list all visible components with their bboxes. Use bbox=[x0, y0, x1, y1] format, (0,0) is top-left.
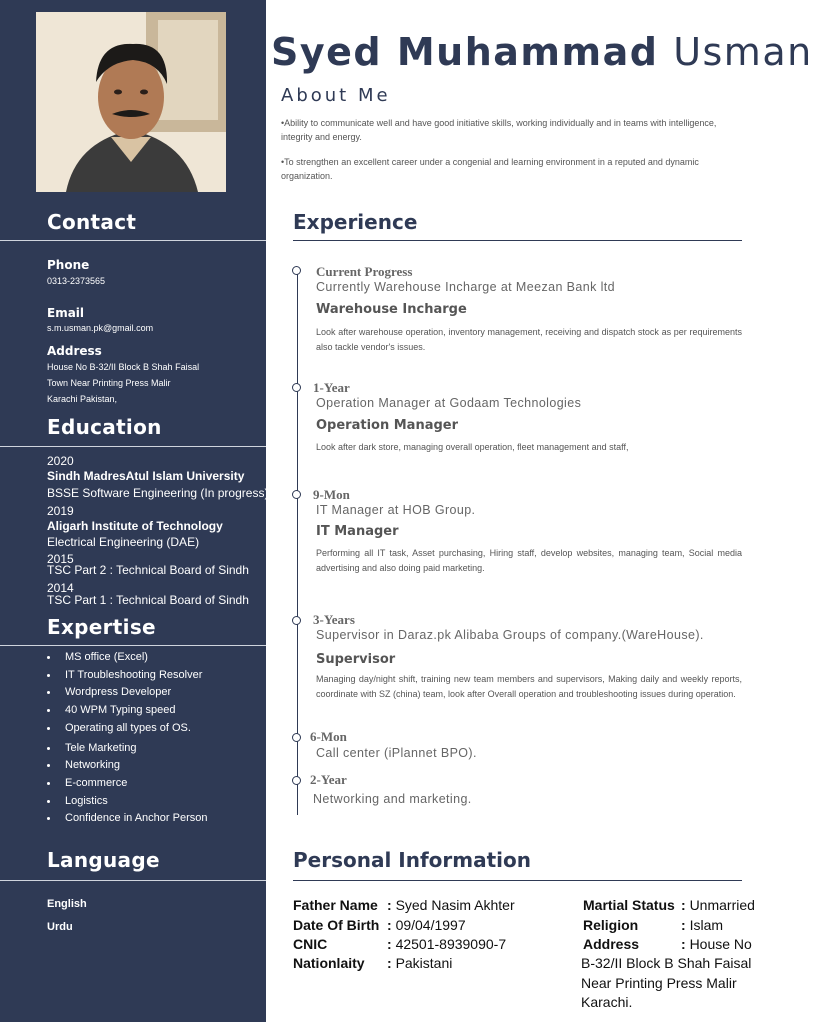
edu-year: 2019 bbox=[47, 504, 74, 518]
list-item: Wordpress Developer bbox=[47, 684, 207, 702]
sidebar bbox=[0, 0, 269, 1022]
list-item: MS office (Excel) bbox=[47, 649, 207, 667]
list-item: Confidence in Anchor Person bbox=[47, 810, 207, 828]
edu-school: Aligarh Institute of Technology bbox=[47, 519, 223, 533]
experience-heading: Experience bbox=[293, 210, 418, 234]
list-item: Operating all types of OS. bbox=[47, 720, 207, 738]
about-paragraph: •To strengthen an excellent career under a congenial and learning environment in a reputed and dynamic organization. bbox=[281, 157, 699, 181]
expertise-divider bbox=[0, 645, 266, 646]
about-heading: About Me bbox=[281, 85, 391, 106]
timeline-dot bbox=[292, 383, 301, 392]
experience-description: Look after warehouse operation, inventory management, receiving and dispatch stock as per requirements also tackle vendor's issues. bbox=[316, 327, 742, 352]
experience-title: Warehouse Incharge bbox=[316, 302, 467, 317]
cnic-row: CNIC : 42501-8939090-7 bbox=[293, 936, 507, 952]
timeline-dot bbox=[292, 733, 301, 742]
experience-title: Supervisor bbox=[316, 652, 396, 667]
edu-degree: BSSE Software Engineering (In progress) bbox=[47, 486, 269, 500]
phone-value: 0313-2373565 bbox=[47, 276, 106, 286]
experience-organization: Operation Manager at Godaam Technologies bbox=[316, 396, 582, 410]
timeline-dot bbox=[292, 616, 301, 625]
experience-title: Operation Manager bbox=[316, 418, 459, 433]
contact-heading: Contact bbox=[47, 210, 137, 234]
edu-school: Sindh MadresAtul Islam University bbox=[47, 469, 245, 483]
dob-row: Date Of Birth : 09/04/1997 bbox=[293, 917, 466, 933]
religion-row: Religion : Islam bbox=[583, 917, 724, 933]
address-continued: Near Printing Press Malir bbox=[581, 975, 737, 991]
list-item: IT Troubleshooting Resolver bbox=[47, 667, 207, 685]
language-heading: Language bbox=[47, 848, 160, 872]
experience-period: 1-Year bbox=[313, 380, 350, 395]
experience-description: Performing all IT task, Asset purchasing, Hiring staff, develop websites, managing team, Social media advertising and also doing paid marketing. bbox=[316, 548, 742, 573]
experience-divider bbox=[293, 240, 742, 241]
experience-organization: IT Manager at HOB Group. bbox=[316, 503, 476, 517]
expertise-list bbox=[47, 649, 207, 828]
address-line: Karachi Pakistan, bbox=[47, 394, 118, 404]
email-value: s.m.usman.pk@gmail.com bbox=[47, 323, 154, 333]
edu-year: 2014 bbox=[47, 581, 74, 595]
father-name-row: Father Name : Syed Nasim Akhter bbox=[293, 897, 515, 913]
language-item: Urdu bbox=[47, 921, 73, 933]
education-heading: Education bbox=[47, 415, 162, 439]
experience-description: Look after dark store, managing overall operation, fleet management and staff, bbox=[316, 442, 629, 452]
timeline-dot bbox=[292, 490, 301, 499]
experience-period: 9-Mon bbox=[313, 487, 350, 502]
address-continued: Karachi. bbox=[581, 994, 633, 1010]
experience-period: 3-Years bbox=[313, 612, 355, 627]
address-row: Address : House No bbox=[583, 936, 752, 952]
edu-degree: TSC Part 1 : Technical Board of Sindh bbox=[47, 593, 249, 607]
personal-info-divider bbox=[293, 880, 742, 881]
marital-status-row: Martial Status : Unmarried bbox=[583, 897, 755, 913]
person-name: Syed Muhammad Usman bbox=[271, 30, 813, 74]
experience-title: IT Manager bbox=[316, 524, 399, 539]
address-line: Town Near Printing Press Malir bbox=[47, 378, 171, 388]
email-label: Email bbox=[47, 306, 85, 320]
profile-photo bbox=[36, 12, 226, 192]
edu-degree: TSC Part 2 : Technical Board of Sindh bbox=[47, 563, 249, 577]
edu-year: 2020 bbox=[47, 454, 74, 468]
list-item: E-commerce bbox=[47, 775, 207, 793]
language-item: English bbox=[47, 898, 87, 910]
personal-info-heading: Personal Information bbox=[293, 848, 531, 872]
experience-organization: Supervisor in Daraz.pk Alibaba Groups of company.(WareHouse). bbox=[316, 628, 704, 642]
experience-description: Managing day/night shift, training new team members and supervisors, Making daily and weekly reports, coordinate with SZ (china) team, look after Overall operation and troubleshooting issues during operation. bbox=[316, 674, 742, 699]
timeline-dot bbox=[292, 776, 301, 785]
address-label: Address bbox=[47, 344, 102, 358]
address-continued: B-32/II Block B Shah Faisal bbox=[581, 955, 752, 971]
edu-degree: Electrical Engineering (DAE) bbox=[47, 535, 200, 549]
list-item: 40 WPM Typing speed bbox=[47, 702, 207, 720]
phone-label: Phone bbox=[47, 258, 90, 272]
list-item: Tele Marketing bbox=[47, 740, 207, 758]
nationality-row: Nationlaity : Pakistani bbox=[293, 955, 453, 971]
education-divider bbox=[0, 446, 266, 447]
experience-period: 2-Year bbox=[310, 772, 347, 787]
contact-divider bbox=[0, 240, 266, 241]
edu-year: 2015 bbox=[47, 552, 74, 566]
address-line: House No B-32/II Block B Shah Faisal bbox=[47, 362, 200, 372]
list-item: Networking bbox=[47, 757, 207, 775]
about-paragraph: •Ability to communicate well and have good initiative skills, working individually and in teams with intelligence, integrity and energy. bbox=[281, 118, 717, 142]
language-divider bbox=[0, 880, 266, 881]
experience-organization: Currently Warehouse Incharge at Meezan Bank ltd bbox=[316, 280, 616, 294]
expertise-heading: Expertise bbox=[47, 615, 156, 639]
experience-organization: Networking and marketing. bbox=[313, 792, 472, 806]
experience-period: 6-Mon bbox=[310, 729, 347, 744]
experience-period: Current Progress bbox=[316, 264, 413, 279]
experience-organization: Call center (iPlannet BPO). bbox=[316, 746, 477, 760]
list-item: Logistics bbox=[47, 793, 207, 811]
timeline-dot bbox=[292, 266, 301, 275]
